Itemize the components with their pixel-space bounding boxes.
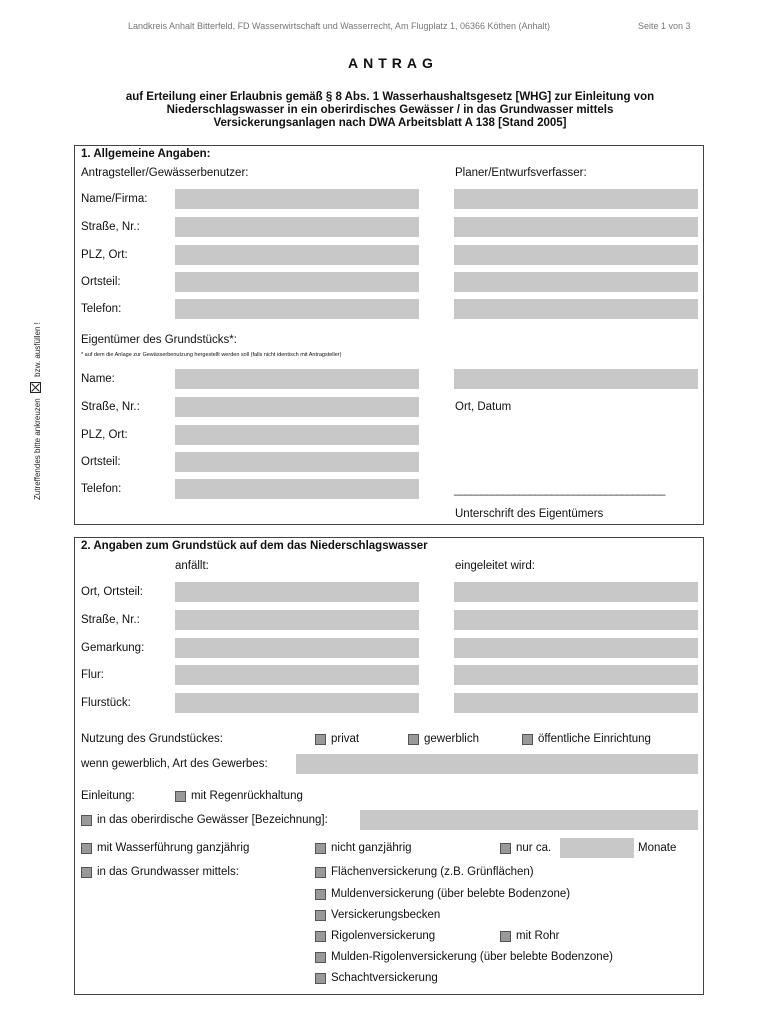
applicant-street-field[interactable] bbox=[175, 217, 419, 237]
target-town-field[interactable] bbox=[454, 582, 698, 602]
origin-flur-field[interactable] bbox=[175, 665, 419, 685]
origin-town-field[interactable] bbox=[175, 582, 419, 602]
owner-label: Eigentümer des Grundstücks*: bbox=[81, 334, 237, 346]
owner-street-label: Straße, Nr.: bbox=[81, 401, 140, 413]
target-flur-field[interactable] bbox=[454, 665, 698, 685]
property-district-label: Gemarkung: bbox=[81, 642, 145, 654]
applicant-phone-label: Telefon: bbox=[81, 303, 122, 315]
applicant-zip-field[interactable] bbox=[175, 245, 419, 265]
public-facility-label: öffentliche Einrichtung bbox=[538, 733, 651, 745]
surface-water-name-field[interactable] bbox=[360, 810, 698, 830]
groundwater-checkbox[interactable] bbox=[81, 867, 92, 878]
subtitle-line-3: Versickerungsanlagen nach DWA Arbeitsblatt A 138 [Stand 2005] bbox=[213, 117, 567, 129]
section1-heading: 1. Allgemeine Angaben: bbox=[81, 148, 211, 160]
owner-phone-field[interactable] bbox=[175, 479, 419, 499]
public-facility-checkbox[interactable] bbox=[522, 734, 533, 745]
planner-phone-field[interactable] bbox=[454, 299, 698, 319]
planner-district-field[interactable] bbox=[454, 272, 698, 292]
origin-label: anfällt: bbox=[175, 560, 209, 572]
trade-type-label: wenn gewerblich, Art des Gewerbes: bbox=[81, 758, 268, 770]
owner-place-date-field[interactable] bbox=[454, 369, 698, 389]
surface-water-label: in das oberirdische Gewässer [Bezeichnung]: bbox=[97, 814, 328, 826]
applicant-street-label: Straße, Nr.: bbox=[81, 221, 140, 233]
owner-name-field[interactable] bbox=[175, 369, 419, 389]
swale-trench-label: Mulden-Rigolenversickerung (über belebte Bodenzone) bbox=[331, 951, 613, 963]
swale-infiltration-checkbox[interactable] bbox=[315, 889, 326, 900]
planner-name-field[interactable] bbox=[454, 189, 698, 209]
owner-zip-field[interactable] bbox=[175, 425, 419, 445]
months-field[interactable] bbox=[560, 838, 634, 858]
shaft-infiltration-checkbox[interactable] bbox=[315, 973, 326, 984]
owner-district-field[interactable] bbox=[175, 452, 419, 472]
owner-zip-label: PLZ, Ort: bbox=[81, 429, 128, 441]
origin-street-field[interactable] bbox=[175, 610, 419, 630]
applicant-name-field[interactable] bbox=[175, 189, 419, 209]
trench-infiltration-label: Rigolenversickerung bbox=[331, 930, 436, 942]
all-year-label: mit Wasserführung ganzjährig bbox=[97, 842, 250, 854]
subtitle-line-1: auf Erteilung einer Erlaubnis gemäß § 8 Abs. 1 Wasserhaushaltsgesetz [WHG] zur Einleitung von bbox=[125, 91, 655, 103]
owner-phone-label: Telefon: bbox=[81, 483, 122, 495]
private-checkbox[interactable] bbox=[315, 734, 326, 745]
retention-label: mit Regenrückhaltung bbox=[191, 790, 303, 802]
target-parcel-field[interactable] bbox=[454, 693, 698, 713]
applicant-label: Antragsteller/Gewässerbenutzer: bbox=[81, 167, 249, 179]
groundwater-label: in das Grundwasser mittels: bbox=[97, 866, 239, 878]
origin-parcel-field[interactable] bbox=[175, 693, 419, 713]
discharge-label: Einleitung: bbox=[81, 790, 135, 802]
page-number: Seite 1 von 3 bbox=[638, 21, 691, 31]
usage-label: Nutzung des Grundstückes: bbox=[81, 733, 223, 745]
commercial-checkbox[interactable] bbox=[408, 734, 419, 745]
retention-checkbox[interactable] bbox=[175, 791, 186, 802]
side-instruction-text-2: bzw. ausfüllen ! bbox=[33, 322, 42, 377]
authority-address: Landkreis Anhalt Bitterfeld, FD Wasserwirtschaft und Wasserrecht, Am Flugplatz 1, 06366 Köthen (Anhalt) bbox=[128, 21, 551, 31]
target-street-field[interactable] bbox=[454, 610, 698, 630]
trench-infiltration-checkbox[interactable] bbox=[315, 931, 326, 942]
swale-infiltration-label: Muldenversickerung (über belebte Bodenzone) bbox=[331, 888, 571, 900]
subtitle-line-2: Niederschlagswasser in ein oberirdisches Gewässer / in das Grundwasser mittels bbox=[166, 104, 614, 116]
not-all-year-checkbox[interactable] bbox=[315, 843, 326, 854]
owner-footnote: * auf dem die Anlage zur Gewässerbenutzung hergestellt werden soll (falls nicht identisch mit Antragsteller) bbox=[81, 352, 342, 358]
with-pipe-label: mit Rohr bbox=[516, 930, 560, 942]
target-district-field[interactable] bbox=[454, 638, 698, 658]
form-title: ANTRAG bbox=[348, 55, 438, 71]
property-street-label: Straße, Nr.: bbox=[81, 614, 140, 626]
form-subtitle bbox=[60, 91, 720, 130]
applicant-name-label: Name/Firma: bbox=[81, 193, 148, 205]
owner-street-field[interactable] bbox=[175, 397, 419, 417]
signature-label: Unterschrift des Eigentümers bbox=[455, 508, 604, 520]
property-town-label: Ort, Ortsteil: bbox=[81, 586, 143, 598]
owner-district-label: Ortsteil: bbox=[81, 456, 121, 468]
infiltration-basin-checkbox[interactable] bbox=[315, 910, 326, 921]
shaft-infiltration-label: Schachtversickerung bbox=[331, 972, 438, 984]
surface-water-checkbox[interactable] bbox=[81, 815, 92, 826]
applicant-phone-field[interactable] bbox=[175, 299, 419, 319]
commercial-label: gewerblich bbox=[424, 733, 479, 745]
planner-label: Planer/Entwurfsverfasser: bbox=[455, 167, 587, 179]
origin-district-field[interactable] bbox=[175, 638, 419, 658]
only-approx-checkbox[interactable] bbox=[500, 843, 511, 854]
not-all-year-label: nicht ganzjährig bbox=[331, 842, 412, 854]
infiltration-basin-label: Versickerungsbecken bbox=[331, 909, 441, 921]
section2-heading: 2. Angaben zum Grundstück auf dem das Niederschlagswasser bbox=[81, 540, 428, 552]
months-label: Monate bbox=[638, 842, 677, 854]
applicant-district-field[interactable] bbox=[175, 272, 419, 292]
owner-name-label: Name: bbox=[81, 373, 115, 385]
with-pipe-checkbox[interactable] bbox=[500, 931, 511, 942]
place-date-label: Ort, Datum bbox=[455, 401, 512, 413]
property-flur-label: Flur: bbox=[81, 669, 104, 681]
crossed-checkbox-icon bbox=[30, 382, 41, 393]
surface-infiltration-checkbox[interactable] bbox=[315, 867, 326, 878]
side-instruction-text: Zutreffendes bitte ankreuzen bbox=[33, 398, 42, 500]
all-year-checkbox[interactable] bbox=[81, 843, 92, 854]
swale-trench-checkbox[interactable] bbox=[315, 952, 326, 963]
trade-type-field[interactable] bbox=[296, 754, 698, 774]
applicant-zip-label: PLZ, Ort: bbox=[81, 249, 128, 261]
private-label: privat bbox=[331, 733, 360, 745]
planner-zip-field[interactable] bbox=[454, 245, 698, 265]
surface-infiltration-label: Flächenversickerung (z.B. Grünflächen) bbox=[331, 866, 534, 878]
planner-street-field[interactable] bbox=[454, 217, 698, 237]
property-parcel-label: Flurstück: bbox=[81, 697, 131, 709]
only-approx-label: nur ca. bbox=[516, 842, 552, 854]
side-instruction bbox=[30, 322, 42, 500]
signature-line: _______________________________________ bbox=[454, 484, 665, 496]
discharge-target-label: eingeleitet wird: bbox=[455, 560, 535, 572]
applicant-district-label: Ortsteil: bbox=[81, 276, 121, 288]
